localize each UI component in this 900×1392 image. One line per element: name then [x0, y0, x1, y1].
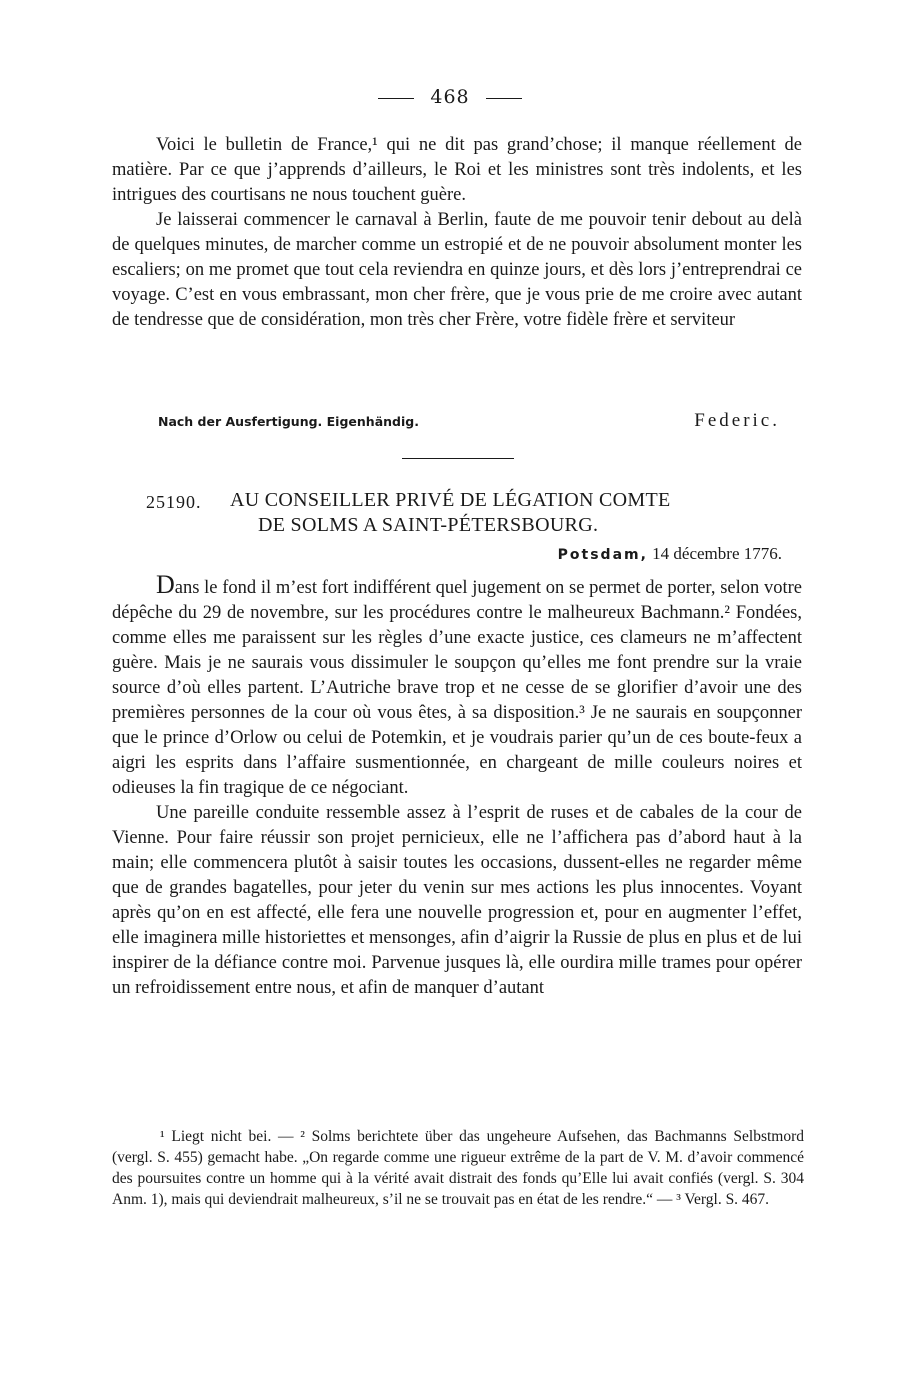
- paragraph: Voici le bulletin de France,¹ qui ne dit pas grand’chose; il manque réellement de matière. Par ce que j’apprends d’ailleurs, le Roi et les ministres sont très indolents, et les intrigues des courtisans ne nous touchent guère.: [112, 135, 802, 205]
- source-note: Nach der Ausfertigung. Eigenhändig.: [158, 414, 419, 429]
- letter-continuation: [112, 133, 802, 333]
- dateline: [558, 544, 782, 564]
- header-dash-right: [486, 98, 522, 99]
- footnote-text: ¹ Liegt nicht bei. — ² Solms berichtete über das ungeheure Aufsehen, das Bachmanns Selbstmord (vergl. S. 455) gemacht habe. „On regarde comme une rigueur extrême de la part de V. M. d’avoir commencé des poursuites contre un homme qui à la vérité avait distrait des fonds qu’Elle lui avait confiés (vergl. S. 304 Anm. 1), mais qui deviendrait malheureux, s’il ne se trouvait pas en état de les rendre.“ — ³ Vergl. S. 467.: [112, 1128, 804, 1208]
- header-dash-left: [378, 98, 414, 99]
- dateline-place: Potsdam,: [557, 547, 648, 563]
- entry-title-line2: DE SOLMS A SAINT-PÉTERSBOURG.: [258, 514, 599, 536]
- signature: Federic.: [694, 410, 780, 431]
- section-divider: [402, 458, 514, 459]
- letter-signoff: [158, 410, 780, 434]
- page-number: 468: [430, 86, 470, 108]
- entry-number: 25190.: [146, 492, 202, 512]
- page-header: [0, 86, 900, 108]
- paragraph: Une pareille conduite ressemble assez à l’esprit de ruses et de cabales de la cour de Vienne. Pour faire réussir son projet pernicieux, elle ne l’affichera pas d’abord haut à la main; elle commencera plutôt à saisir toutes les occasions, dussent-elles ne regarder même que de grandes bagatelles, pour jeter du venin sur mes actions les plus innocentes. Voyant après qu’on en est affecté, elle fera une nouvelle progression et, pour en augmenter l’effet, elle imaginera mille historiettes et mensonges, afin d’aigrir la Russie de plus en plus et de lui inspirer de la défiance contre moi. Parvenue jusques là, elle ourdira mille trames pour opérer un refroidissement entre nous, et afin de manquer d’autant: [112, 803, 802, 998]
- letter-body: [112, 572, 802, 1001]
- paragraph: Dans le fond il m’est fort indifférent quel jugement on se permet de porter, selon votre dépêche du 29 de novembre, sur les procédures contre le malheureux Bachmann.² Fondées, comme elles me paraissent sur les règles d’une exacte justice, ces clameurs ne m’affectent guère. Mais je ne saurais vous dissimuler le soupçon qu’elles me font prendre sur la vraie source d’où elles partent. L’Autriche brave trop et ne cesse de se glorifier d’avoir une des premières personnes de la cour où vous êtes, à sa disposition.³ Je ne saurais en soupçonner que le prince d’Orlow ou celui de Potemkin, et je voudrais parier qu’un de ces boute-feux a aigri les esprits dans l’affaire susmentionnée, en chargeant de mille couleurs noires et odieuses la fin tragique de ce négociant.: [112, 570, 802, 798]
- entry-title-line1: AU CONSEILLER PRIVÉ DE LÉGATION COMTE: [230, 489, 671, 511]
- footnotes: [112, 1126, 804, 1210]
- paragraph: Je laisserai commencer le carnaval à Berlin, faute de me pouvoir tenir debout au delà de quelques minutes, de marcher comme un estropié et de ne pouvoir absolument monter les escaliers; on me promet que tout cela reviendra en quinze jours, et dès lors j’entreprendrai ce voyage. C’est en vous embrassant, mon cher frère, que je vous prie de me croire avec autant de tendresse que de considération, mon très cher Frère, votre fidèle frère et serviteur: [112, 210, 802, 330]
- dateline-date: 14 décembre 1776.: [652, 544, 782, 563]
